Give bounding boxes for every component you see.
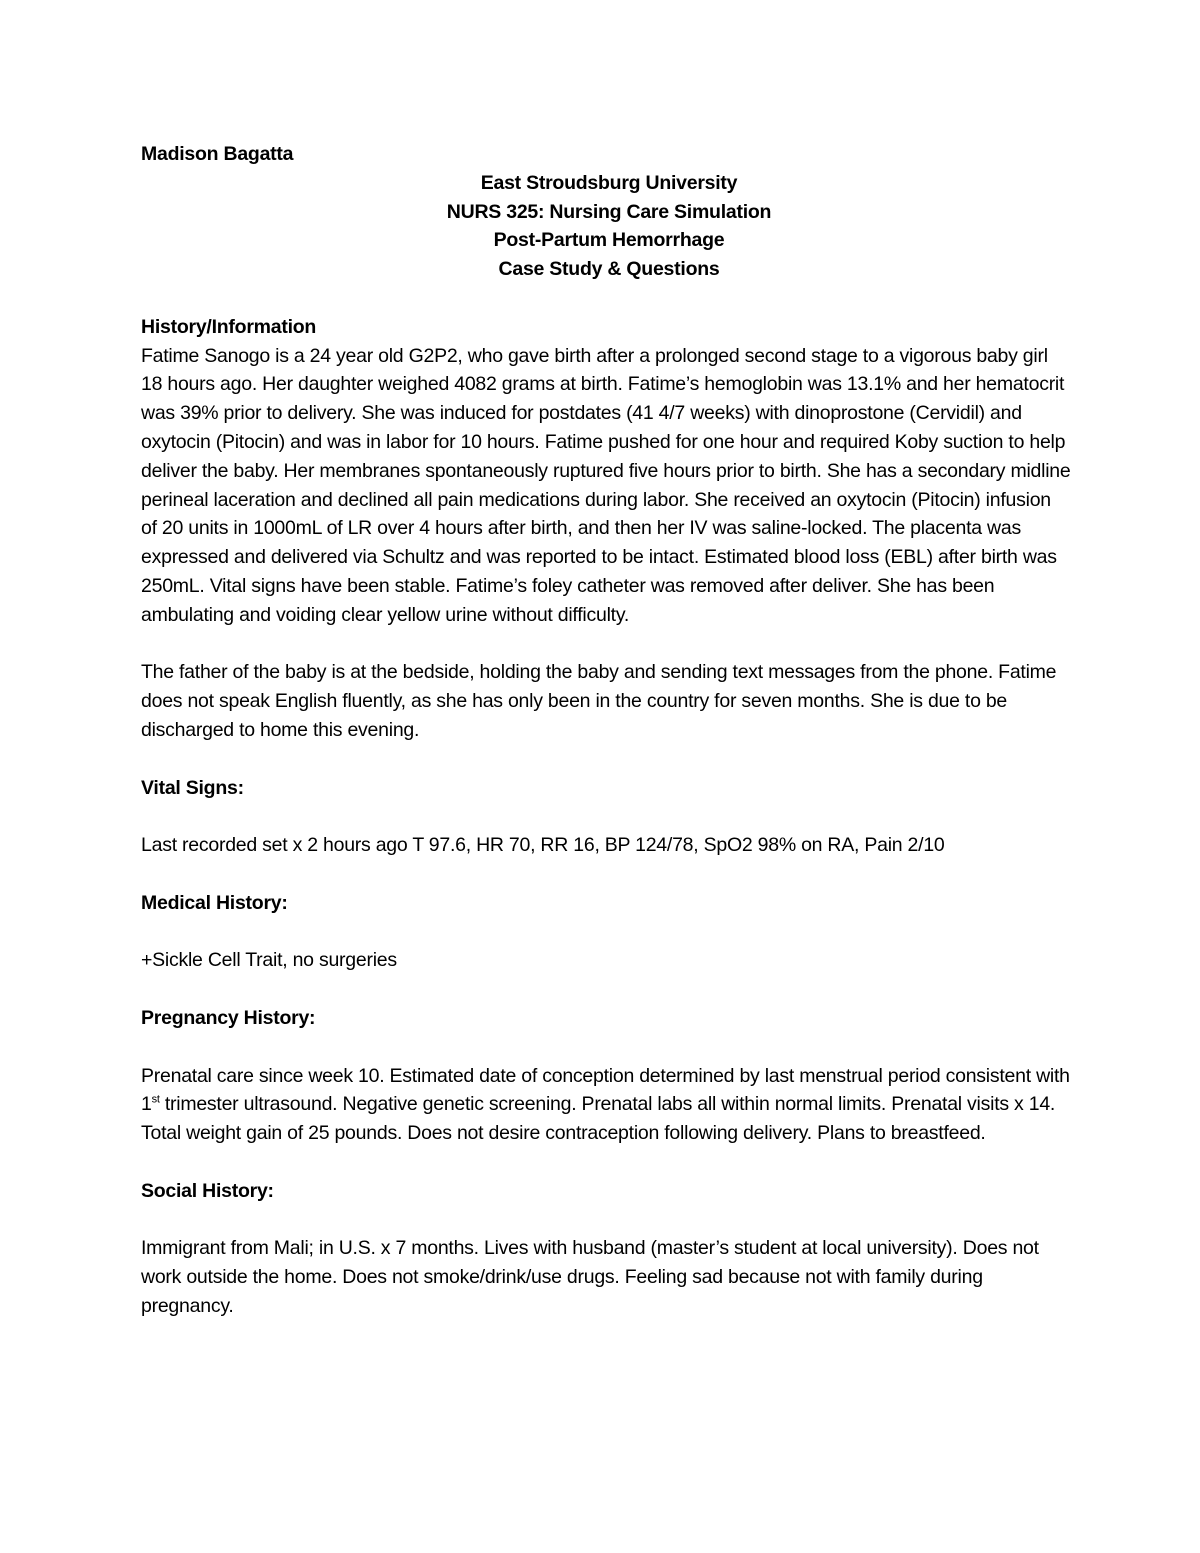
spacer xyxy=(141,860,1071,889)
pregnancy-text-before: Prenatal care since week 10. Estimated date of conception determined by last menstrual period consistent with 1 xyxy=(141,1064,1070,1116)
social-history-text: Immigrant from Mali; in U.S. x 7 months. Lives with husband (master’s student at local university). Does not work outside the home. Does not smoke/drink/use drugs. Feeling sad because not with family during pregnancy. xyxy=(141,1237,1039,1317)
pregnancy-history-text xyxy=(141,1062,1071,1148)
pregnancy-text-after: trimester ultrasound. Negative genetic screening. Prenatal labs all within normal limits. Prenatal visits x 14. Total weight gain of 25 pounds. Does not desire contraception following delivery. Plans to breastfeed. xyxy=(141,1093,1056,1145)
document-topic: Post-Partum Hemorrhage xyxy=(493,229,725,252)
spacer xyxy=(141,1033,1071,1062)
author-name: Madison Bagatta xyxy=(141,143,294,165)
vital-signs-heading: Vital Signs: xyxy=(141,776,244,799)
history-paragraph-1: Fatime Sanogo is a 24 year old G2P2, who gave birth after a prolonged second stage to a vigorous baby girl 18 hours ago. Her daughter weighed 4082 grams at birth. Fatime’s hemoglobin was 13.1% and her hematocrit was 39% prior to delivery. She was induced for postdates (41 4/7 weeks) with dinoprostone (Cervidil) and oxytocin (Pitocin) and was in labor for 10 hours. Fatime pushed for one hour and required Koby suction to help deliver the baby. Her membranes spontaneously ruptured five hours prior to birth. She has a secondary midline perineal laceration and declined all pain medications during labor. She received an oxytocin (Pitocin) infusion of 20 units in 1000mL of LR over 4 hours after birth, and then her IV was saline-locked. The placenta was expressed and delivered via Schultz and was reported to be intact. Estimated blood loss (EBL) after birth was 250mL. Vital signs have been stable. Fatime’s foley catheter was removed after deliver. She has been ambulating and voiding clear yellow urine without difficulty. xyxy=(141,344,1071,626)
history-paragraph-2: The father of the baby is at the bedside, holding the baby and sending text messages from the phone. Fatime does not speak English fluently, as she has only been in the country for seven months. She is due to be discharged to home this evening. xyxy=(141,661,1057,741)
social-history-heading: Social History: xyxy=(141,1179,274,1202)
spacer xyxy=(141,1148,1071,1177)
spacer xyxy=(141,745,1071,774)
medical-history-text: +Sickle Cell Trait, no surgeries xyxy=(141,949,397,972)
spacer xyxy=(141,975,1071,1004)
document-page xyxy=(141,140,1071,1321)
pregnancy-history-heading: Pregnancy History: xyxy=(141,1006,316,1029)
history-heading: History/Information xyxy=(141,315,317,338)
title-block xyxy=(141,169,1071,284)
spacer xyxy=(141,1205,1071,1234)
university-name: East Stroudsburg University xyxy=(480,171,738,194)
spacer xyxy=(141,918,1071,947)
ordinal-superscript: st xyxy=(151,1093,160,1106)
spacer xyxy=(141,630,1071,659)
vital-signs-text: Last recorded set x 2 hours ago T 97.6, HR 70, RR 16, BP 124/78, SpO2 98% on RA, Pain 2/10 xyxy=(141,834,945,857)
spacer xyxy=(141,802,1071,831)
medical-history-heading: Medical History: xyxy=(141,891,288,914)
spacer xyxy=(141,284,1071,313)
document-subtitle: Case Study & Questions xyxy=(498,258,720,281)
course-name: NURS 325: Nursing Care Simulation xyxy=(446,200,772,223)
